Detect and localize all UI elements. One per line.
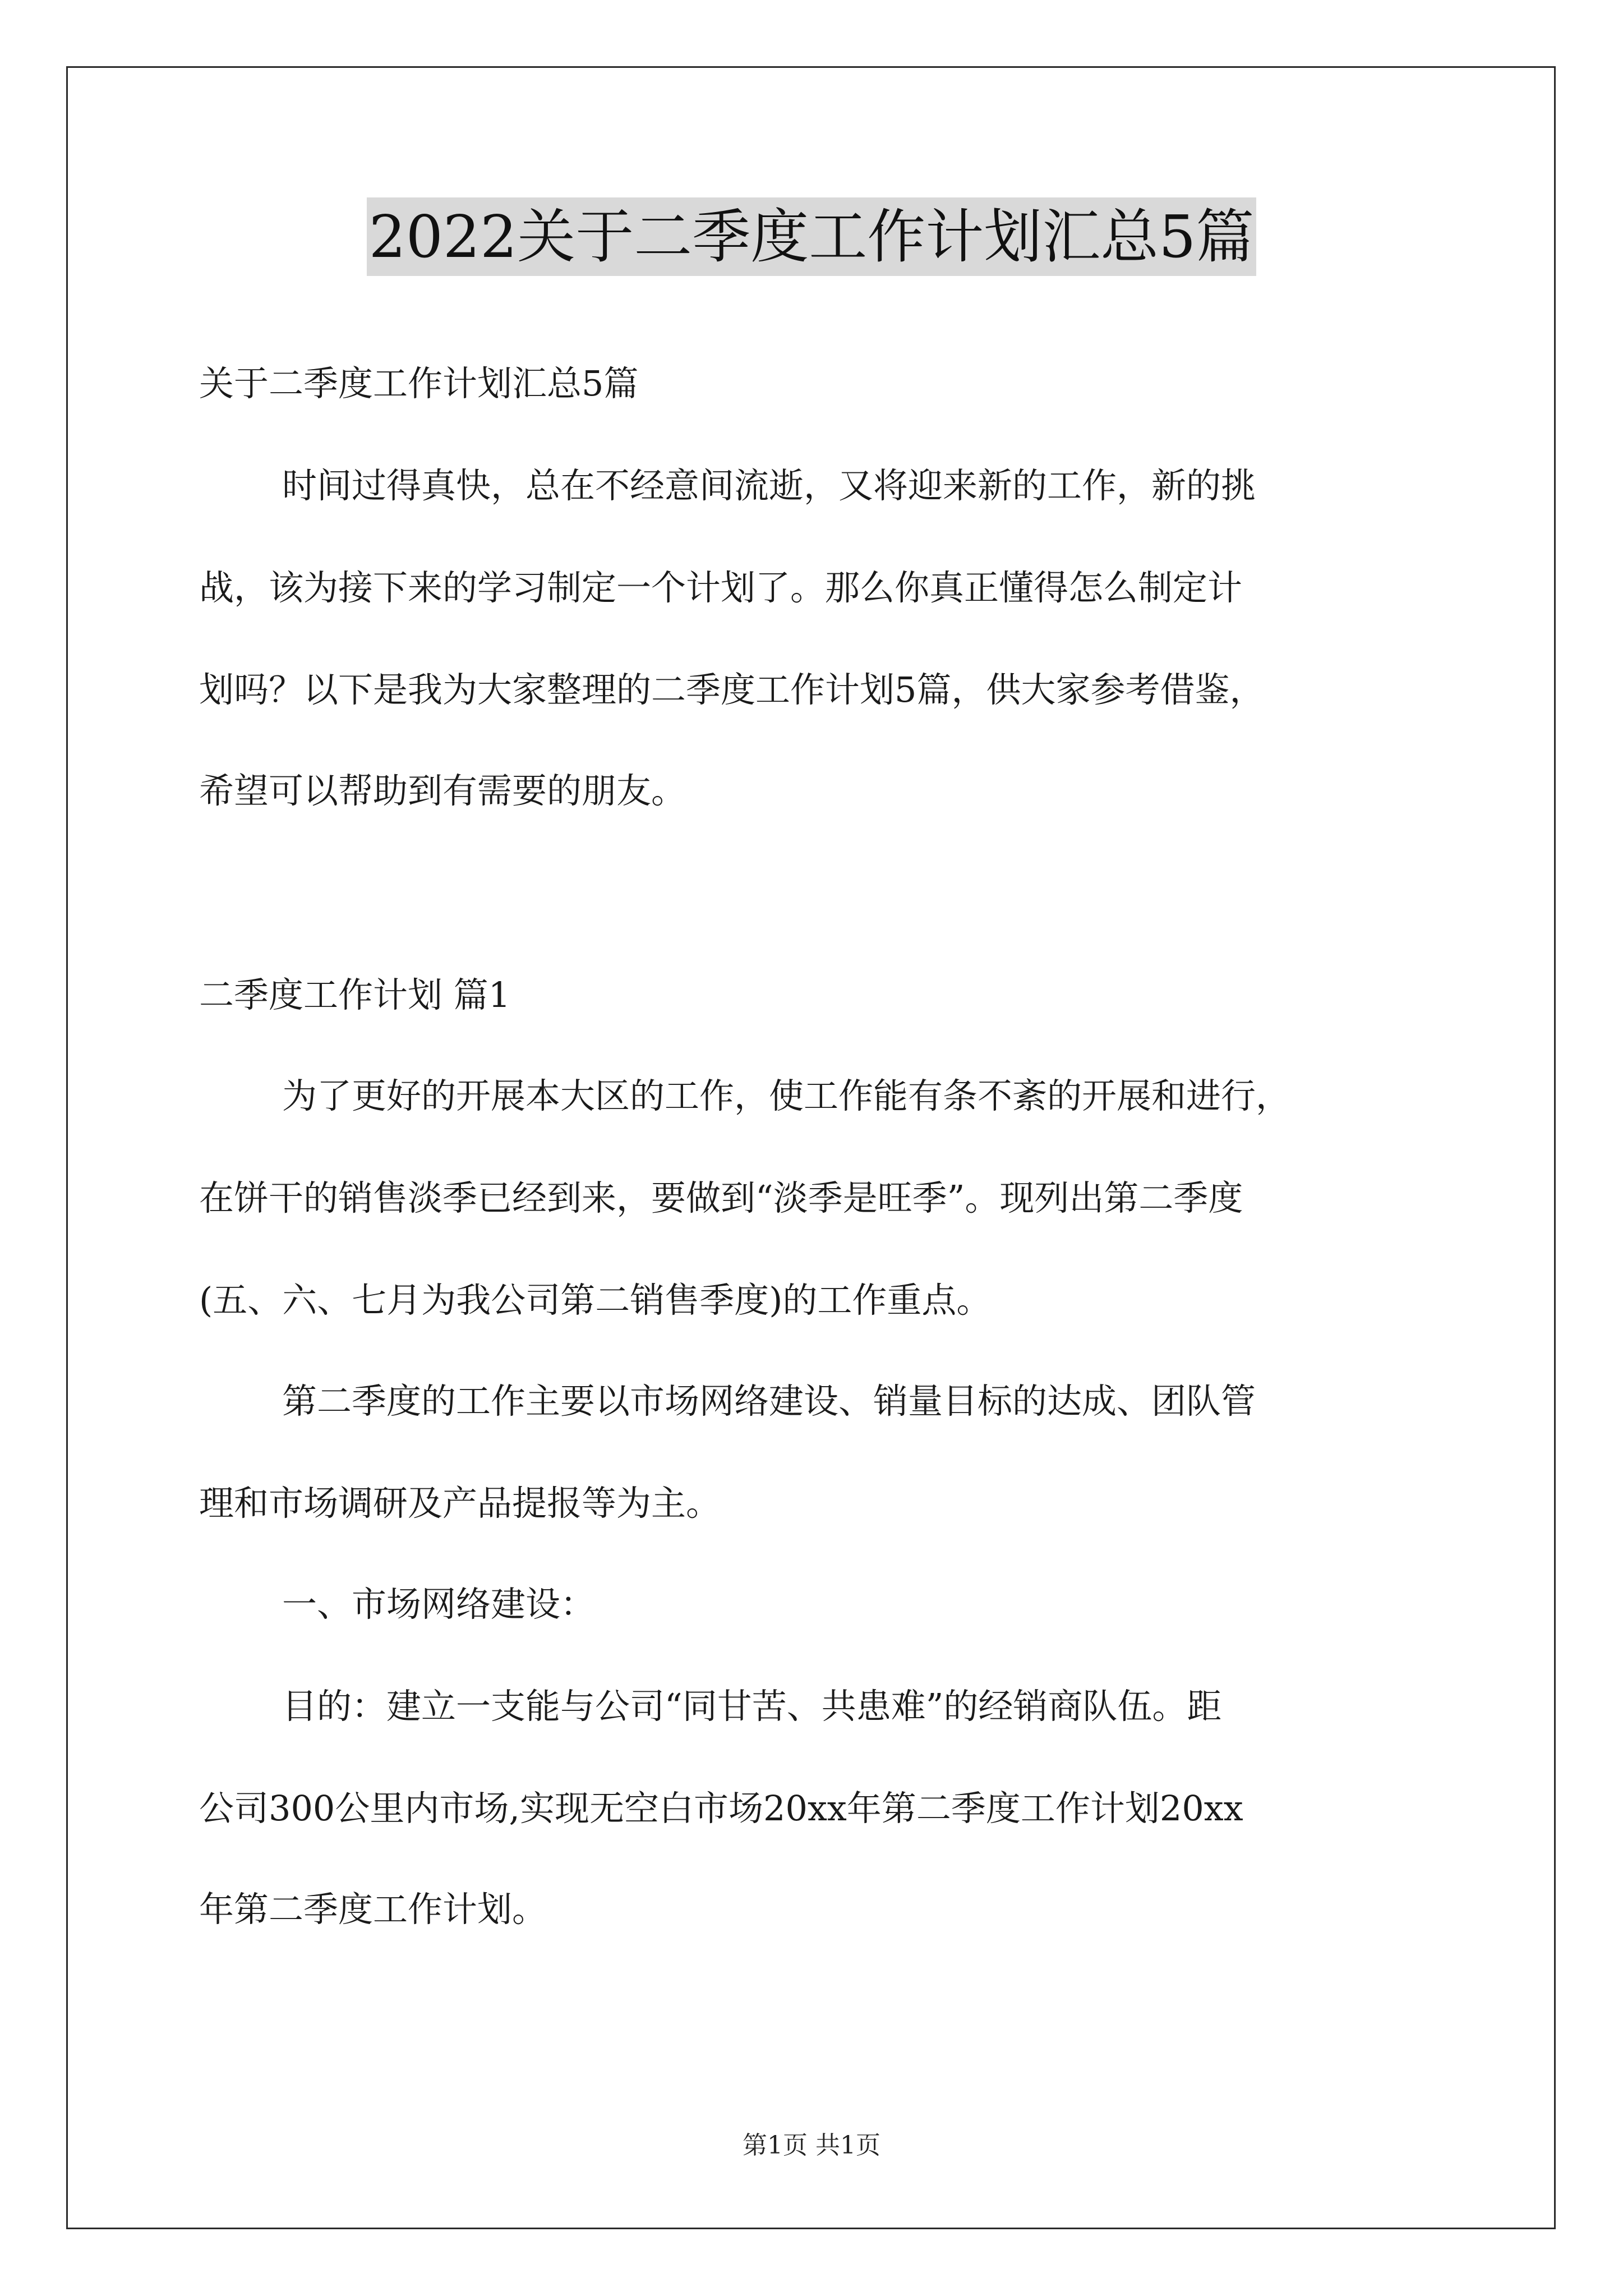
paragraph-line: 公司300公里内市场,实现无空白市场20xx年第二季度工作计划20xx — [199, 1788, 1243, 1829]
paragraph-line: 理和市场调研及产品提报等为主。 — [199, 1483, 721, 1524]
paragraph-line: 为了更好的开展本大区的工作，使工作能有条不紊的开展和进行， — [282, 1075, 1291, 1116]
document-title: 2022关于二季度工作计划汇总5篇 — [367, 197, 1257, 276]
page-footer: 第1页 共1页 — [743, 2131, 880, 2160]
paragraph-line: 年第二季度工作计划。 — [199, 1889, 547, 1930]
paragraph-line: 战，该为接下来的学习制定一个计划了。那么你真正懂得怎么制定计 — [199, 567, 1243, 608]
paragraph-line: (五、六、七月为我公司第二销售季度)的工作重点。 — [199, 1280, 992, 1320]
paragraph-line: 第二季度的工作主要以市场网络建设、销量目标的达成、团队管 — [282, 1381, 1256, 1421]
paragraph-line: 希望可以帮助到有需要的朋友。 — [199, 770, 686, 811]
paragraph-line: 在饼干的销售淡季已经到来，要做到“淡季是旺季”。现列出第二季度 — [199, 1177, 1243, 1218]
section-heading: 二季度工作计划 篇1 — [199, 974, 511, 1015]
paragraph-line: 时间过得真快，总在不经意间流逝，又将迎来新的工作，新的挑 — [282, 465, 1256, 506]
paragraph-line: 一、市场网络建设： — [282, 1584, 596, 1625]
title-container — [0, 197, 1623, 276]
paragraph-line: 划吗？以下是我为大家整理的二季度工作计划5篇，供大家参考借鉴， — [199, 669, 1265, 710]
subtitle-line: 关于二季度工作计划汇总5篇 — [199, 363, 639, 404]
paragraph-line: 目的：建立一支能与公司“同甘苦、共患难”的经销商队伍。距 — [282, 1686, 1222, 1727]
